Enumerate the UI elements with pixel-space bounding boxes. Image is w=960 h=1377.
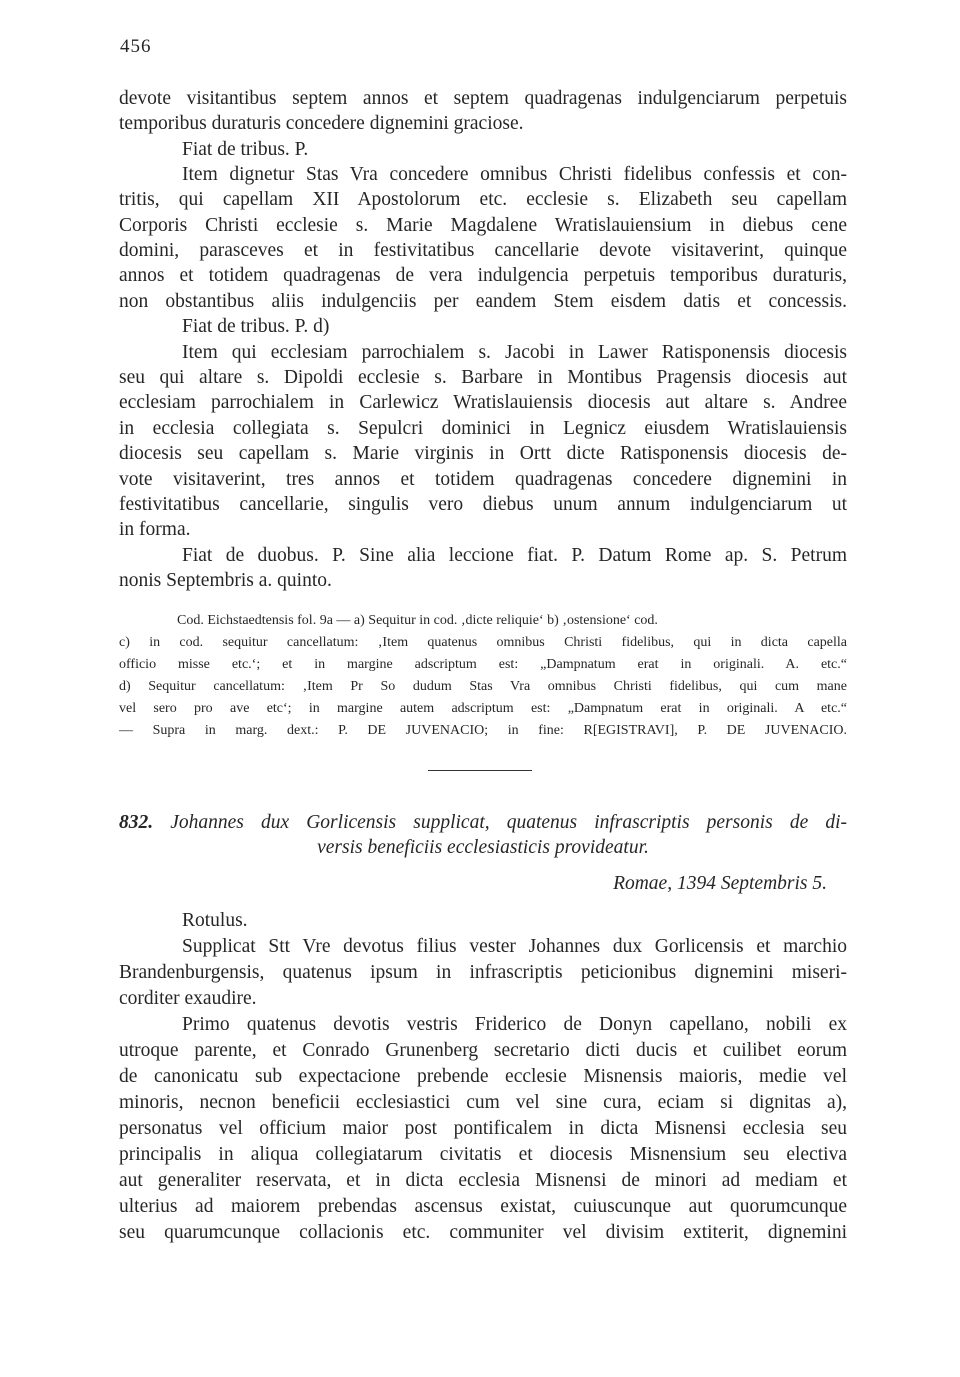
text-line: Brandenburgensis, quatenus ipsum in infrascriptis peticionibus dignemini miseri- — [119, 962, 847, 983]
text-line: de canonicatu sub expectacione prebende ecclesie Misnensis maioris, medie vel — [119, 1066, 847, 1087]
text-line: non obstantibus aliis indulgenciis per eandem Stem eisdem datis et concessis. — [119, 291, 847, 312]
apparatus-line: d) Sequitur cancellatum: ‚Item Pr So dudum Stas Vra omnibus Christi fidelibus, qui cum mane — [119, 679, 847, 694]
text-line: festivitatibus cancellarie, singulis vero diebus unum annum indulgenciarum ut — [119, 494, 847, 515]
text-line: in ecclesia collegiata s. Sepulcri dominici in Legnicz eiusdem Wratislauiensis — [119, 418, 847, 439]
text-line: Fiat de tribus. P. d) — [182, 316, 330, 337]
entry-heading-line: versis beneficiis ecclesiasticis provideatur. — [317, 837, 649, 858]
text-line: temporibus duraturis concedere dignemini graciose. — [119, 113, 524, 134]
text-line: minoris, necnon beneficii ecclesiastici cum vel sine cura, eciam si dignitas a), — [119, 1092, 847, 1113]
text-line: Fiat de tribus. P. — [182, 139, 309, 160]
text-line: in forma. — [119, 519, 191, 540]
text-line: annos et totidem quadragenas de vera indulgencia perpetuis temporibus duraturis, — [119, 265, 847, 286]
section-divider — [428, 770, 532, 771]
text-line: Supplicat Stt Vre devotus filius vester Johannes dux Gorlicensis et marchio — [182, 936, 847, 957]
apparatus-line: — Supra in marg. dext.: P. DE JUVENACIO; in fine: R[EGISTRAVI], P. DE JUVENACIO. — [119, 723, 847, 738]
text-line: ulterius ad maiorem prebendas ascensus existat, cuiuscunque aut quorumcunque — [119, 1196, 847, 1217]
text-line: Item dignetur Stas Vra concedere omnibus Christi fidelibus confessis et con- — [182, 164, 847, 185]
text-line: Corporis Christi ecclesie s. Marie Magdalene Wratislauiensium in diebus cene — [119, 215, 847, 236]
text-line: seu qui altare s. Dipoldi ecclesie s. Barbare in Montibus Pragensis diocesis aut — [119, 367, 847, 388]
text-line: vote visitaverint, tres annos et totidem quadragenas concedere dignemini in — [119, 469, 847, 490]
text-line: tritis, qui capellam XII Apostolorum etc. ecclesie s. Elizabeth seu capellam — [119, 189, 847, 210]
page-number: 456 — [120, 36, 152, 57]
text-line: principalis in aliqua collegiatarum civitatis et diocesis Misnensium seu electiva — [119, 1144, 847, 1165]
entry-heading-text: Johannes dux Gorlicensis supplicat, quatenus infrascriptis personis de di- — [170, 812, 847, 833]
entry-number: 832. — [119, 812, 154, 833]
entry-title-line — [119, 810, 847, 836]
text-line: nonis Septembris a. quinto. — [119, 570, 332, 591]
text-line: Primo quatenus devotis vestris Friderico de Donyn capellano, nobili ex — [182, 1014, 847, 1035]
text-line: devote visitantibus septem annos et septem quadragenas indulgenciarum perpetuis — [119, 88, 847, 109]
text-line: personatus vel officium maior post pontificalem in dicta Misnensi ecclesia seu — [119, 1118, 847, 1139]
apparatus-line: officio misse etc.‘; et in margine adscriptum est: „Dampnatum erat in originali. A. etc.“ — [119, 657, 847, 672]
text-line: Fiat de duobus. P. Sine alia leccione fiat. P. Datum Rome ap. S. Petrum — [182, 545, 847, 566]
apparatus-line: c) in cod. sequitur cancellatum: ‚Item quatenus omnibus Christi fidelibus, qui in dicta capella — [119, 635, 847, 650]
text-line: seu quarumcunque collacionis etc. communiter vel divisim extiterit, dignemini — [119, 1222, 847, 1243]
apparatus-line: Cod. Eichstaedtensis fol. 9a — a) Sequitur in cod. ‚dicte reliquie‘ b) ‚ostensione‘ cod. — [177, 613, 658, 628]
entry-dateline: Romae, 1394 Septembris 5. — [613, 873, 827, 894]
text-line: corditer exaudire. — [119, 988, 257, 1009]
text-line: utroque parente, et Conrado Grunenberg secretario dicti ducis et cuilibet eorum — [119, 1040, 847, 1061]
apparatus-line: vel sero pro ave etc‘; in margine autem adscriptum est: „Dampnatum erat in originali. A etc.“ — [119, 701, 847, 716]
text-line: Item qui ecclesiam parrochialem s. Jacobi in Lawer Ratisponensis diocesis — [182, 342, 847, 363]
text-line: Rotulus. — [182, 910, 248, 931]
text-line: domini, parasceves et in festivitatibus cancellarie devote visitaverint, quinque — [119, 240, 847, 261]
text-line: aut generaliter reservata, et in dicta ecclesia Misnensi de minori ad mediam et — [119, 1170, 847, 1191]
text-line: diocesis seu capellam s. Marie virginis in Ortt dicte Ratisponensis diocesis de- — [119, 443, 847, 464]
text-line: ecclesiam parrochialem in Carlewicz Wratislauiensis diocesis aut altare s. Andree — [119, 392, 847, 413]
